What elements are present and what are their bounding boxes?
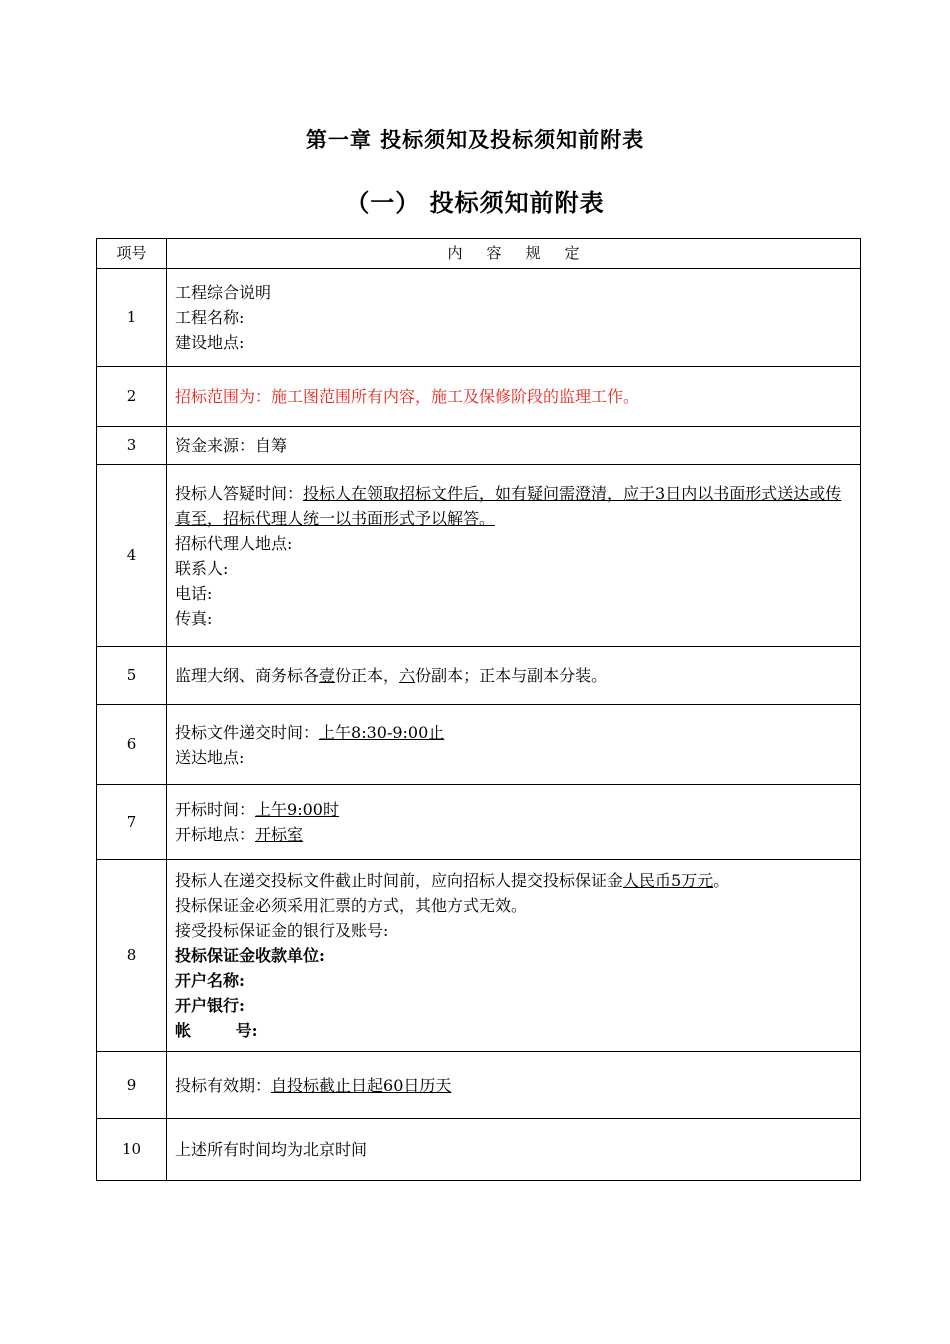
table-row: [97, 1052, 861, 1119]
opening-time-text: [175, 797, 852, 822]
row-number: 2: [97, 367, 167, 427]
row-content: [167, 1119, 861, 1181]
qa-time-label: 投标人答疑时间：: [175, 483, 304, 503]
table-row: [97, 705, 861, 785]
row-content: [167, 427, 861, 465]
row-number: 6: [97, 705, 167, 785]
row-number: 10: [97, 1119, 167, 1181]
validity-label: 投标有效期：: [175, 1075, 272, 1095]
fund-source-text: 资金来源：自筹: [175, 436, 288, 455]
bid-bond-amount: 人民币5万元: [623, 871, 714, 890]
row-number: 1: [97, 269, 167, 367]
copies-text: [175, 663, 852, 688]
fax-label: 传真:: [175, 608, 213, 628]
table-row: [97, 1119, 861, 1181]
qa-time-value: 投标人在领取招标文件后，如有疑问需澄清，应于3日内以书面形式送达或传真至，招标代理人统一以书面形式予以解答。: [175, 483, 842, 528]
opening-time-label: 开标时间：: [175, 800, 256, 819]
original-count: 壹: [319, 666, 336, 685]
chapter-title: 第一章 投标须知及投标须知前附表: [305, 128, 645, 152]
table-header-row: [97, 239, 861, 269]
table-row: [97, 785, 861, 860]
time-zone-note: 上述所有时间均为北京时间: [175, 1140, 368, 1159]
table-row: [97, 427, 861, 465]
copies-text-part: 份正本，: [335, 666, 400, 685]
row-content: [167, 860, 861, 1052]
bid-bond-prefix: 投标人在递交投标文件截止时间前，应向招标人提交投标保证金: [175, 871, 624, 890]
table-row: [97, 860, 861, 1052]
row-content: [167, 465, 861, 647]
row-number: 9: [97, 1052, 167, 1119]
delivery-address-label: 送达地点:: [175, 747, 245, 767]
bank-account-label: 接受投标保证金的银行及账号:: [175, 921, 389, 940]
row-number: 4: [97, 465, 167, 647]
row-content: [167, 1052, 861, 1119]
row-content: [167, 705, 861, 785]
submission-time-label: 投标文件递交时间：: [175, 722, 320, 742]
opening-time-value: 上午9:00时: [255, 800, 339, 819]
account-number-label: 帐 号:: [175, 1021, 258, 1040]
account-name-label: 开户名称:: [175, 971, 245, 990]
bid-bond-suffix: 。: [713, 871, 730, 890]
row-content: [167, 647, 861, 705]
copies-text-part: 监理大纲、商务标各: [175, 666, 320, 685]
opening-location-value: 开标室: [255, 825, 304, 844]
agent-address-label: 招标代理人地点:: [175, 533, 293, 553]
bank-name-label: 开户银行:: [175, 996, 245, 1015]
phone-label: 电话:: [175, 583, 213, 603]
row-number: 5: [97, 647, 167, 705]
project-name-label: 工程名称:: [175, 308, 245, 327]
row-content: [167, 367, 861, 427]
bid-instructions-table: [96, 238, 861, 1181]
row-number: 7: [97, 785, 167, 860]
table-row: [97, 269, 861, 367]
project-overview-label: 工程综合说明: [175, 283, 272, 302]
validity-text: [175, 1073, 852, 1098]
opening-location-label: 开标地点：: [175, 825, 256, 844]
copies-text-part: 份副本；正本与副本分装。: [415, 666, 608, 685]
row-content: [167, 785, 861, 860]
table-row: [97, 647, 861, 705]
payee-unit-label: 投标保证金收款单位:: [175, 946, 325, 965]
table-row: [97, 367, 861, 427]
bid-scope-text: 招标范围为：施工图范围所有内容，施工及保修阶段的监理工作。: [175, 387, 640, 406]
header-content-label: 内容规定: [447, 244, 604, 262]
section-title: （一） 投标须知前附表: [345, 189, 605, 217]
header-item-no: 项号: [97, 239, 167, 269]
table-row: [97, 465, 861, 647]
row-number: 8: [97, 860, 167, 1052]
row-content: [167, 269, 861, 367]
header-content: [167, 239, 861, 269]
copy-count: 六: [399, 666, 416, 685]
opening-location-text: [175, 822, 852, 847]
construction-site-label: 建设地点:: [175, 333, 245, 352]
contact-label: 联系人:: [175, 558, 229, 578]
submission-time-text: [175, 720, 852, 745]
validity-value: 自投标截止日起60日历天: [271, 1075, 452, 1095]
bid-bond-text: [175, 868, 852, 893]
row-number: 3: [97, 427, 167, 465]
submission-time-value: 上午8:30-9:00止: [319, 722, 445, 742]
bid-bond-method-text: 投标保证金必须采用汇票的方式，其他方式无效。: [175, 896, 528, 915]
qa-time-text: [175, 481, 852, 531]
